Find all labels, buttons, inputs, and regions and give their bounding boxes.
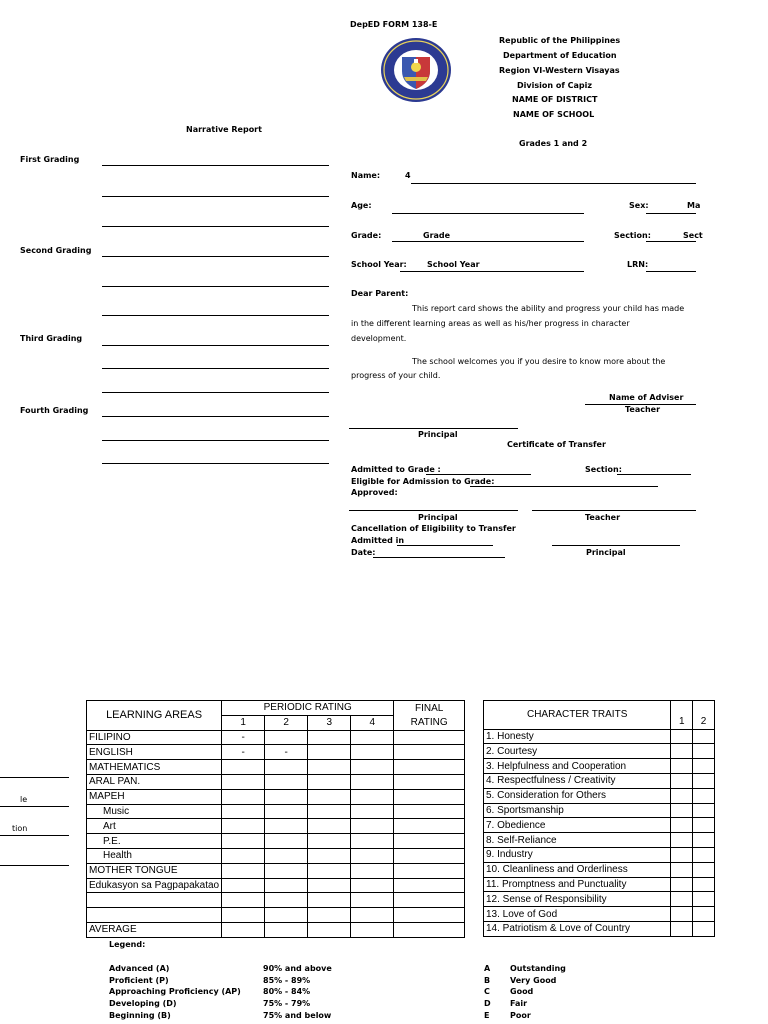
section-field[interactable] bbox=[646, 241, 696, 242]
rating-cell[interactable] bbox=[265, 834, 308, 849]
rating-cell[interactable] bbox=[351, 893, 394, 908]
trait-name-cell: 1. Honesty bbox=[484, 729, 671, 744]
trait-rating-cell[interactable] bbox=[671, 818, 693, 833]
rating-cell[interactable] bbox=[351, 789, 394, 804]
trait-rating-cell[interactable] bbox=[693, 862, 715, 877]
rating-cell[interactable] bbox=[308, 922, 351, 937]
grades-row bbox=[87, 789, 465, 804]
trait-rating-cell[interactable] bbox=[693, 773, 715, 788]
legend-mark-code: E bbox=[484, 1010, 490, 1020]
trait-rating-cell[interactable] bbox=[693, 833, 715, 848]
admitted-grade-field[interactable] bbox=[426, 474, 531, 475]
school: NAME OF SCHOOL bbox=[513, 110, 595, 119]
rating-cell[interactable] bbox=[222, 789, 265, 804]
left-fragment-line bbox=[0, 777, 69, 778]
rating-cell[interactable] bbox=[265, 804, 308, 819]
rating-cell[interactable] bbox=[351, 745, 394, 760]
learning-area-cell: MOTHER TONGUE bbox=[87, 863, 222, 878]
rating-cell[interactable] bbox=[351, 819, 394, 834]
cancel-principal-label: Principal bbox=[586, 548, 626, 557]
rating-cell[interactable]: - bbox=[265, 745, 308, 760]
region: Region VI-Western Visayas bbox=[499, 66, 620, 75]
legend-level-name: Proficient (P) bbox=[109, 975, 169, 985]
final-rating-cell[interactable] bbox=[394, 848, 465, 863]
adviser-name: Name of Adviser bbox=[609, 393, 684, 402]
learning-areas-header: LEARNING AREAS bbox=[87, 701, 222, 731]
admitted-in-label: Admitted in bbox=[351, 536, 405, 545]
trait-row bbox=[484, 907, 715, 922]
trait-name-cell: 13. Love of God bbox=[484, 907, 671, 922]
adviser-teacher-label: Teacher bbox=[625, 405, 661, 414]
rating-cell[interactable] bbox=[265, 730, 308, 745]
trait-row bbox=[484, 833, 715, 848]
trait-rating-cell[interactable] bbox=[693, 744, 715, 759]
final-rating-cell[interactable] bbox=[394, 804, 465, 819]
admitted-grade-label: Admitted to Grade : bbox=[351, 465, 441, 474]
rating-cell[interactable] bbox=[308, 893, 351, 908]
grade-label: Grade: bbox=[351, 231, 382, 240]
grades-row bbox=[87, 848, 465, 863]
trait-name-cell: 8. Self-Reliance bbox=[484, 833, 671, 848]
trait-name-cell: 5. Consideration for Others bbox=[484, 788, 671, 803]
rating-cell[interactable] bbox=[308, 878, 351, 893]
grade-field[interactable] bbox=[392, 241, 584, 242]
trait-rating-cell[interactable] bbox=[671, 773, 693, 788]
sex-value: Ma bbox=[687, 201, 701, 210]
rating-cell[interactable] bbox=[308, 863, 351, 878]
rating-cell[interactable] bbox=[308, 908, 351, 923]
cancel-principal-line[interactable] bbox=[552, 545, 680, 546]
trait-rating-cell[interactable] bbox=[693, 759, 715, 774]
trait-row bbox=[484, 877, 715, 892]
name-field[interactable] bbox=[411, 183, 696, 184]
letter-line: progress of your child. bbox=[351, 371, 441, 380]
final-rating-cell[interactable] bbox=[394, 774, 465, 789]
legend-mark-desc: Fair bbox=[510, 999, 528, 1009]
rating-cell[interactable] bbox=[351, 834, 394, 849]
district: NAME OF DISTRICT bbox=[512, 95, 598, 104]
rating-cell[interactable] bbox=[222, 863, 265, 878]
final-rating-cell[interactable] bbox=[394, 908, 465, 923]
rating-cell[interactable] bbox=[265, 760, 308, 775]
legend-mark-code: C bbox=[484, 987, 490, 997]
school-year-label: School Year: bbox=[351, 260, 407, 269]
legend-level-name: Beginning (B) bbox=[109, 1010, 171, 1020]
letter-line: This report card shows the ability and progress your child has made bbox=[412, 304, 685, 313]
rating-cell[interactable]: - bbox=[222, 745, 265, 760]
rating-cell[interactable] bbox=[308, 819, 351, 834]
rating-cell[interactable] bbox=[265, 908, 308, 923]
name-value: 4 bbox=[405, 171, 411, 180]
date-label: Date: bbox=[351, 548, 376, 557]
trait-rating-cell[interactable] bbox=[693, 921, 715, 936]
transfer-section-field[interactable] bbox=[617, 474, 691, 475]
trait-row bbox=[484, 759, 715, 774]
trait-rating-cell[interactable] bbox=[693, 907, 715, 922]
rating-cell[interactable] bbox=[222, 804, 265, 819]
rating-cell[interactable] bbox=[222, 819, 265, 834]
learning-area-cell: Health bbox=[87, 848, 222, 863]
quarter-header: 2 bbox=[265, 715, 308, 730]
final-rating-header-2: RATING bbox=[394, 715, 465, 730]
rating-cell[interactable]: - bbox=[222, 730, 265, 745]
trait-col-header: 1 bbox=[671, 715, 693, 729]
trait-row bbox=[484, 921, 715, 936]
trait-name-cell: 10. Cleanliness and Orderliness bbox=[484, 862, 671, 877]
school-year-field[interactable] bbox=[400, 271, 584, 272]
legend-level-name: Approaching Proficiency (AP) bbox=[109, 987, 241, 997]
grades-row bbox=[87, 893, 465, 908]
deped-seal-icon bbox=[380, 37, 452, 103]
learning-area-cell: Music bbox=[87, 804, 222, 819]
final-rating-cell[interactable] bbox=[394, 819, 465, 834]
third-grading-label: Third Grading bbox=[20, 334, 83, 343]
republic: Republic of the Philippines bbox=[499, 36, 621, 45]
trait-name-cell: 14. Patriotism & Love of Country bbox=[484, 921, 671, 936]
sex-field[interactable] bbox=[646, 213, 696, 214]
rating-cell[interactable] bbox=[308, 848, 351, 863]
grades-label: Grades 1 and 2 bbox=[519, 139, 588, 148]
legend-mark-desc: Poor bbox=[510, 1010, 531, 1020]
final-rating-cell[interactable] bbox=[394, 878, 465, 893]
letter-line: in the different learning areas as well as his/her progress in character bbox=[351, 319, 630, 328]
department: Department of Education bbox=[503, 51, 617, 60]
final-rating-cell[interactable] bbox=[394, 730, 465, 745]
learning-area-cell: Edukasyon sa Pagpapakatao bbox=[87, 878, 222, 893]
admitted-in-field[interactable] bbox=[397, 545, 493, 546]
date-field[interactable] bbox=[373, 557, 505, 558]
transfer-teacher-label: Teacher bbox=[585, 513, 621, 522]
rating-cell[interactable] bbox=[222, 774, 265, 789]
trait-name-cell: 9. Industry bbox=[484, 847, 671, 862]
trait-row bbox=[484, 803, 715, 818]
trait-rating-cell[interactable] bbox=[693, 877, 715, 892]
rating-cell[interactable] bbox=[351, 804, 394, 819]
narrative-line[interactable] bbox=[102, 392, 329, 393]
learning-area-cell: MAPEH bbox=[87, 789, 222, 804]
left-fragment-line bbox=[0, 806, 69, 807]
rating-cell[interactable] bbox=[351, 922, 394, 937]
trait-name-cell: 7. Obedience bbox=[484, 818, 671, 833]
cancel-title: Cancellation of Eligibility to Transfer bbox=[351, 524, 516, 533]
trait-rating-cell[interactable] bbox=[671, 862, 693, 877]
rating-cell[interactable] bbox=[308, 804, 351, 819]
trait-rating-cell[interactable] bbox=[671, 759, 693, 774]
approved-principal-line[interactable] bbox=[349, 510, 518, 511]
legend-mark-desc: Very Good bbox=[510, 975, 557, 985]
narrative-line[interactable] bbox=[102, 315, 329, 316]
rating-cell[interactable] bbox=[222, 760, 265, 775]
principal-signature-line[interactable] bbox=[349, 428, 518, 429]
learning-area-cell: ENGLISH bbox=[87, 745, 222, 760]
letter-greeting: Dear Parent: bbox=[351, 289, 409, 298]
learning-area-cell: FILIPINO bbox=[87, 730, 222, 745]
trait-rating-cell[interactable] bbox=[671, 729, 693, 744]
rating-cell[interactable] bbox=[222, 834, 265, 849]
grades-row bbox=[87, 760, 465, 775]
trait-rating-cell[interactable] bbox=[671, 907, 693, 922]
rating-cell[interactable] bbox=[351, 908, 394, 923]
transfer-section-label: Section: bbox=[585, 465, 622, 474]
rating-cell[interactable] bbox=[222, 922, 265, 937]
trait-row bbox=[484, 892, 715, 907]
transfer-title: Certificate of Transfer bbox=[507, 440, 606, 449]
grades-row bbox=[87, 774, 465, 789]
narrative-line[interactable] bbox=[102, 226, 329, 227]
final-rating-cell[interactable] bbox=[394, 922, 465, 937]
trait-name-cell: 4. Respectfulness / Creativity bbox=[484, 773, 671, 788]
rating-cell[interactable] bbox=[351, 878, 394, 893]
learning-area-cell: Art bbox=[87, 819, 222, 834]
trait-row bbox=[484, 818, 715, 833]
rating-cell[interactable] bbox=[222, 893, 265, 908]
trait-rating-cell[interactable] bbox=[671, 744, 693, 759]
grades-row bbox=[87, 819, 465, 834]
grades-table bbox=[86, 700, 465, 938]
legend-level-range: 85% - 89% bbox=[263, 975, 311, 985]
periodic-rating-header: PERIODIC RATING bbox=[222, 701, 394, 716]
eligible-label: Eligible for Admission to Grade: bbox=[351, 477, 495, 486]
trait-name-cell: 2. Courtesy bbox=[484, 744, 671, 759]
trait-rating-cell[interactable] bbox=[693, 803, 715, 818]
grades-row bbox=[87, 908, 465, 923]
principal-label: Principal bbox=[418, 430, 458, 439]
narrative-line[interactable] bbox=[102, 368, 329, 369]
rating-cell[interactable] bbox=[351, 760, 394, 775]
learning-area-cell bbox=[87, 908, 222, 923]
quarter-header: 1 bbox=[222, 715, 265, 730]
lrn-field[interactable] bbox=[646, 271, 696, 272]
legend-level-range: 90% and above bbox=[263, 964, 332, 973]
age-label: Age: bbox=[351, 201, 372, 210]
trait-rating-cell[interactable] bbox=[671, 892, 693, 907]
rating-cell[interactable] bbox=[265, 774, 308, 789]
trait-rating-cell[interactable] bbox=[693, 818, 715, 833]
grades-row bbox=[87, 878, 465, 893]
legend-mark-desc: Good bbox=[510, 987, 534, 997]
division: Division of Capiz bbox=[517, 81, 592, 90]
first-grading-label: First Grading bbox=[20, 155, 80, 164]
grades-row bbox=[87, 730, 465, 745]
grades-row bbox=[87, 922, 465, 937]
trait-col-blank bbox=[671, 701, 693, 715]
trait-row bbox=[484, 744, 715, 759]
legend-level-range: 75% - 79% bbox=[263, 999, 311, 1009]
legend-title: Legend: bbox=[109, 940, 146, 949]
learning-area-cell: ARAL PAN. bbox=[87, 774, 222, 789]
left-fragment-text: tion bbox=[12, 824, 28, 833]
legend-mark-desc: Outstanding bbox=[510, 964, 566, 973]
final-rating-cell[interactable] bbox=[394, 789, 465, 804]
rating-cell[interactable] bbox=[265, 819, 308, 834]
rating-cell[interactable] bbox=[265, 863, 308, 878]
approved-label: Approved: bbox=[351, 488, 398, 497]
rating-cell[interactable] bbox=[222, 848, 265, 863]
rating-cell[interactable] bbox=[351, 730, 394, 745]
trait-name-cell: 11. Promptness and Punctuality bbox=[484, 877, 671, 892]
left-fragment-line bbox=[0, 835, 69, 836]
trait-row bbox=[484, 847, 715, 862]
narrative-line[interactable] bbox=[102, 463, 329, 464]
legend-mark-code: D bbox=[484, 999, 491, 1009]
section-value: Sect bbox=[683, 231, 703, 240]
trait-rating-cell[interactable] bbox=[693, 892, 715, 907]
rating-cell[interactable] bbox=[351, 848, 394, 863]
trait-rating-cell[interactable] bbox=[693, 729, 715, 744]
legend-mark-code: A bbox=[484, 964, 491, 973]
trait-name-cell: 6. Sportsmanship bbox=[484, 803, 671, 818]
narrative-line[interactable] bbox=[102, 440, 329, 441]
rating-cell[interactable] bbox=[265, 789, 308, 804]
section-label: Section: bbox=[614, 231, 651, 240]
eligible-field[interactable] bbox=[470, 486, 658, 487]
rating-cell[interactable] bbox=[308, 745, 351, 760]
rating-cell[interactable] bbox=[265, 848, 308, 863]
trait-rating-cell[interactable] bbox=[671, 788, 693, 803]
quarter-header: 4 bbox=[351, 715, 394, 730]
narrative-line[interactable] bbox=[102, 256, 329, 257]
rating-cell[interactable] bbox=[222, 878, 265, 893]
rating-cell[interactable] bbox=[222, 908, 265, 923]
legend-level-name: Developing (D) bbox=[109, 999, 177, 1009]
sex-label: Sex: bbox=[629, 201, 649, 210]
learning-area-cell: MATHEMATICS bbox=[87, 760, 222, 775]
rating-cell[interactable] bbox=[351, 863, 394, 878]
form-title: DepED FORM 138-E bbox=[350, 20, 438, 29]
trait-row bbox=[484, 773, 715, 788]
narrative-line[interactable] bbox=[102, 165, 329, 166]
grades-row bbox=[87, 834, 465, 849]
legend-level-range: 80% - 84% bbox=[263, 987, 311, 997]
trait-rating-cell[interactable] bbox=[671, 847, 693, 862]
trait-rating-cell[interactable] bbox=[671, 803, 693, 818]
trait-row bbox=[484, 788, 715, 803]
name-label: Name: bbox=[351, 171, 381, 180]
learning-area-cell bbox=[87, 893, 222, 908]
letter-line: The school welcomes you if you desire to know more about the bbox=[412, 357, 666, 366]
left-fragment-line bbox=[0, 865, 69, 866]
fourth-grading-label: Fourth Grading bbox=[20, 406, 89, 415]
rating-cell[interactable] bbox=[265, 893, 308, 908]
left-fragment-text: le bbox=[20, 795, 28, 804]
narrative-line[interactable] bbox=[102, 286, 329, 287]
rating-cell[interactable] bbox=[308, 774, 351, 789]
final-rating-cell[interactable] bbox=[394, 745, 465, 760]
final-rating-header: FINAL bbox=[394, 701, 465, 716]
final-rating-cell[interactable] bbox=[394, 760, 465, 775]
lrn-label: LRN: bbox=[627, 260, 649, 269]
trait-rating-cell[interactable] bbox=[693, 788, 715, 803]
learning-area-cell: AVERAGE bbox=[87, 922, 222, 937]
trait-name-cell: 12. Sense of Responsibility bbox=[484, 892, 671, 907]
age-field[interactable] bbox=[392, 213, 584, 214]
deped-seal bbox=[380, 37, 452, 103]
rating-cell[interactable] bbox=[351, 774, 394, 789]
trait-rating-cell[interactable] bbox=[671, 833, 693, 848]
narrative-line[interactable] bbox=[102, 416, 329, 417]
rating-cell[interactable] bbox=[308, 760, 351, 775]
rating-cell[interactable] bbox=[265, 878, 308, 893]
school-year-value: School Year bbox=[427, 260, 480, 269]
rating-cell[interactable] bbox=[265, 922, 308, 937]
grades-row bbox=[87, 863, 465, 878]
narrative-title: Narrative Report bbox=[186, 125, 262, 134]
approved-teacher-line[interactable] bbox=[532, 510, 696, 511]
rating-cell[interactable] bbox=[308, 730, 351, 745]
legend-level-name: Advanced (A) bbox=[109, 964, 170, 973]
grades-row bbox=[87, 804, 465, 819]
trait-rating-cell[interactable] bbox=[693, 847, 715, 862]
rating-cell[interactable] bbox=[308, 834, 351, 849]
letter-line: development. bbox=[351, 334, 407, 343]
quarter-header: 3 bbox=[308, 715, 351, 730]
trait-row bbox=[484, 862, 715, 877]
legend-level-range: 75% and below bbox=[263, 1010, 332, 1020]
grade-value: Grade bbox=[423, 231, 451, 240]
trait-col-blank bbox=[693, 701, 715, 715]
trait-row bbox=[484, 729, 715, 744]
transfer-principal-label: Principal bbox=[418, 513, 458, 522]
character-traits-header: CHARACTER TRAITS bbox=[484, 701, 671, 730]
final-rating-cell[interactable] bbox=[394, 863, 465, 878]
trait-rating-cell[interactable] bbox=[671, 921, 693, 936]
traits-table bbox=[483, 700, 715, 937]
legend-mark-code: B bbox=[484, 975, 491, 985]
trait-rating-cell[interactable] bbox=[671, 877, 693, 892]
second-grading-label: Second Grading bbox=[20, 246, 92, 255]
trait-name-cell: 3. Helpfulness and Cooperation bbox=[484, 759, 671, 774]
rating-cell[interactable] bbox=[308, 789, 351, 804]
learning-area-cell: P.E. bbox=[87, 834, 222, 849]
final-rating-cell[interactable] bbox=[394, 893, 465, 908]
grades-row bbox=[87, 745, 465, 760]
trait-col-header: 2 bbox=[693, 715, 715, 729]
narrative-line[interactable] bbox=[102, 345, 329, 346]
narrative-line[interactable] bbox=[102, 196, 329, 197]
final-rating-cell[interactable] bbox=[394, 834, 465, 849]
